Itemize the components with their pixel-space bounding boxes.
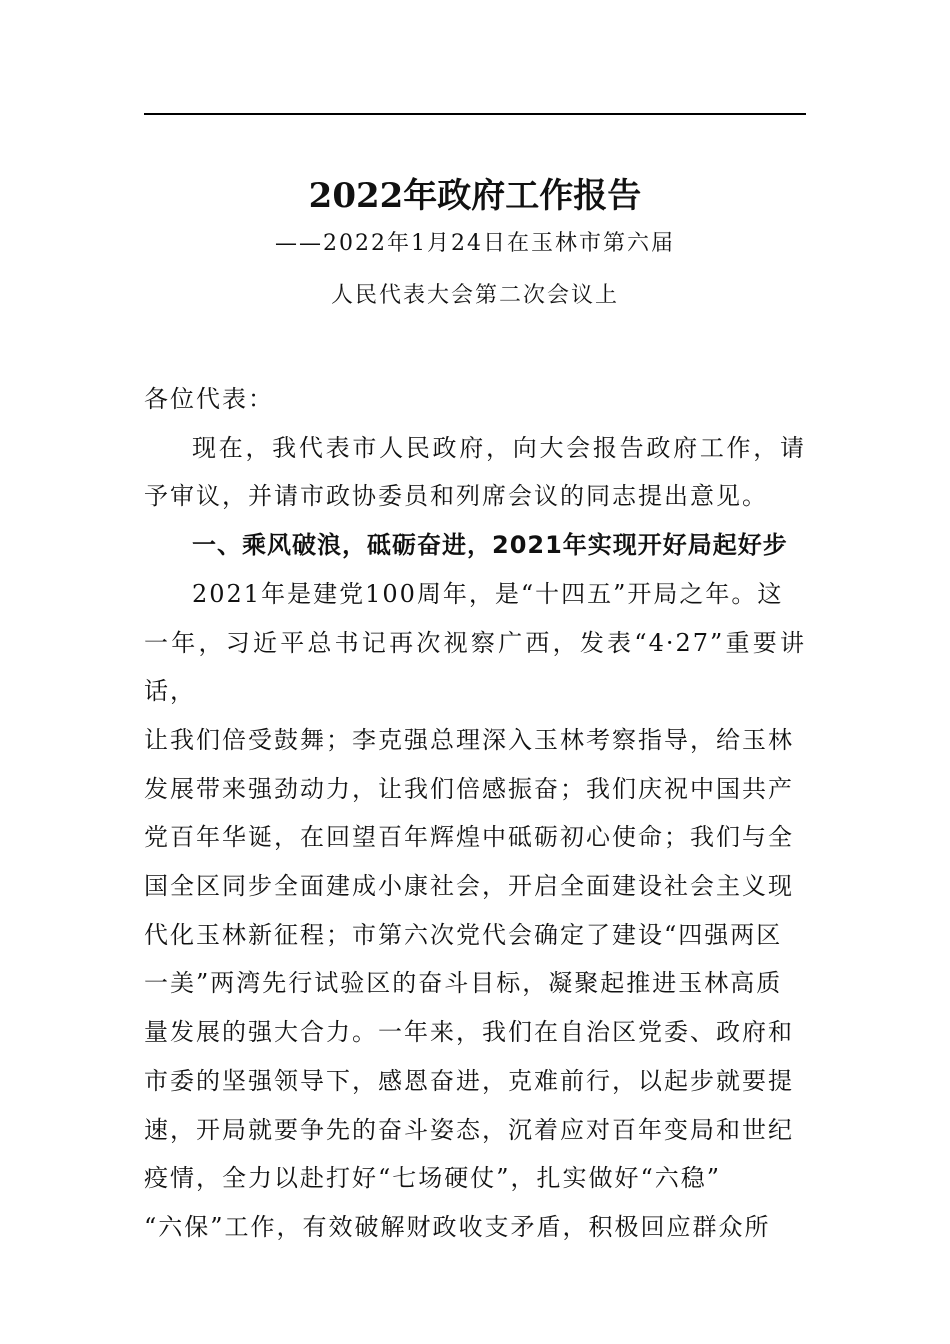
paragraph-line: 量发展的强大合力。一年来，我们在自治区党委、政府和: [144, 1018, 794, 1047]
paragraph-line: 一年，习近平总书记再次视察广西，发表“4·27”重要讲话，: [144, 628, 806, 706]
intro-paragraph: 现在，我代表市人民政府，向大会报告政府工作，请予审议，并请市政协委员和列席会议的同志提出意见。: [144, 433, 806, 511]
paragraph-line: 速，开局就要争先的奋斗姿态，沉着应对百年变局和世纪: [144, 1115, 794, 1144]
subtitle-line-2: 人民代表大会第二次会议上: [330, 283, 619, 308]
paragraph-line: 国全区同步全面建成小康社会，开启全面建设社会主义现: [144, 872, 794, 901]
paragraph-line: 市委的坚强领导下，感恩奋进，克难前行，以起步就要提: [144, 1066, 794, 1095]
header-rule: [144, 113, 806, 115]
subtitle-line-1: ——2022年1月24日在玉林市第六届: [275, 231, 675, 256]
document-body: [144, 375, 806, 1252]
paragraph-line: 2021年是建党100周年，是“十四五”开局之年。这: [192, 579, 784, 608]
paragraph-line: 一美”两湾先行试验区的奋斗目标，凝聚起推进玉林高质: [144, 969, 783, 998]
body-paragraph: [144, 570, 806, 1252]
paragraph-line: 让我们倍受鼓舞；李克强总理深入玉林考察指导，给玉林: [144, 725, 794, 754]
section-heading: 一、乘风破浪，砥砺奋进，2021年实现开好局起好步: [192, 531, 788, 560]
paragraph-line: 疫情，全力以赴打好“七场硬仗”，扎实做好“六稳”: [144, 1164, 722, 1193]
document-title: 2022年政府工作报告: [308, 176, 642, 216]
paragraph-line: 代化玉林新征程；市第六次党代会确定了建设“四强两区: [144, 920, 783, 949]
paragraph-line: “六保”工作，有效破解财政收支矛盾，积极回应群众所: [144, 1212, 771, 1241]
salutation: 各位代表：: [144, 385, 274, 413]
paragraph-line: 发展带来强劲动力，让我们倍感振奋；我们庆祝中国共产: [144, 774, 794, 803]
paragraph-line: 党百年华诞，在回望百年辉煌中砥砺初心使命；我们与全: [144, 823, 794, 852]
